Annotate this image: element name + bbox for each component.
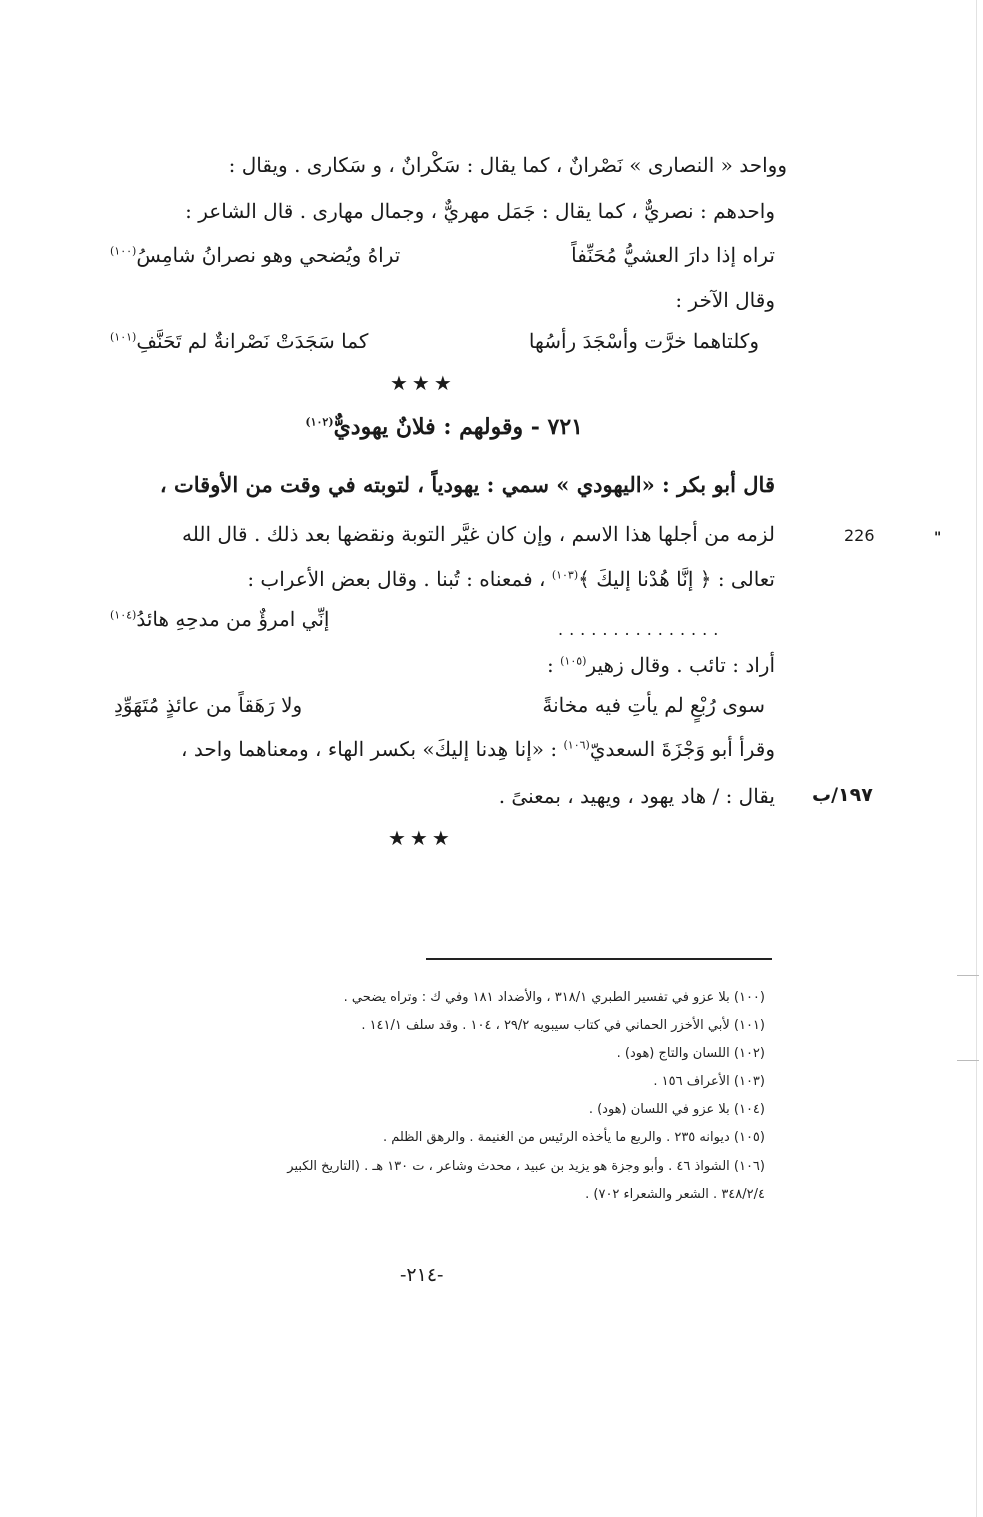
verse-text: إنِّي امرؤٌ من مدحِهِ هائدُ [136,607,330,631]
footnote: (١٠٥) ديوانه ٢٣٥ . والربع ما يأخذه الرئيس من الغنيمة . والرهق الظلم . [382,1130,765,1145]
body-line: وقال الآخر : [675,288,775,312]
footnote: (١٠١) لأبي الأخزر الحماني في كتاب سيبويه ٢٩/٢ ، ١٠٤ . وقد سلف ١٤١/١ . [361,1018,765,1033]
body-line: لزمه من أجلها هذا الاسم ، وإن كان غيَّر التوبة ونقضها بعد ذلك . قال الله [182,522,775,546]
text-fragment: : [547,653,561,677]
verse-second-half [110,328,368,354]
footnote-ref: (١٠٢) [305,415,334,429]
section-separator: ★★★ [390,371,456,395]
text-fragment: ، فمعناه : تُبنا . وقال بعض الأعراب : [247,567,552,591]
footnote-ref: (١٠٤) [110,608,137,622]
body-line: يقال : / هاد يهود ، ويهيد ، بمعنىً . [498,784,775,808]
footnote: (١٠٤) بلا عزو في اللسان (هود) . [588,1102,765,1117]
heading-text: ٧٢١ - وقولهم : فلانٌ يهوديٌّ [333,414,583,440]
body-line: واحدهم : نصريٌّ ، كما يقال : جَمَل مهريٌّ ، وجمال مهارى . قال الشاعر : [185,199,775,223]
edge-mark [957,1060,979,1061]
verse-text: تراهُ ويُضحي وهو نصرانُ شامِسُ [136,243,401,267]
footnote: (١٠٣) الأعراف ١٥٦ . [653,1074,765,1089]
margin-folio: ١٩٧/ب [812,784,873,806]
body-line [181,736,775,762]
footnote-ref: (١٠٣) [551,568,579,582]
verse-second-half [110,242,400,268]
verse-first-half: وكلتاهما خرَّت وأسْجَدَ رأسُها [528,329,759,353]
section-separator: ★★★ [388,826,454,850]
footnote-ref: (١٠٠) [110,244,137,258]
edge-mark [957,975,979,976]
page-number: -٢١٤- [400,1264,444,1286]
margin-page-ref: 226 [844,526,875,545]
text-fragment: أراد : تائب . وقال زهير [586,653,775,677]
verse-text: كما سَجَدَتْ نَصْرانةٌ لم تَحَنَّفِ [136,329,369,353]
text-fragment: وقرأ أبو وَجْزَةَ السعديّ [589,737,775,761]
footnote: (١٠٢) اللسان والتاج (هود) . [616,1046,765,1061]
footnote-divider [426,958,772,960]
body-line [547,652,775,678]
text-fragment: تعالى : ﴿ إنَّا هُدْنا إليكَ ﴾ [578,567,775,591]
footnote: (١٠٠) بلا عزو في تفسير الطبري ٣١٨/١ ، والأضداد ١٨١ وفي ك : وتراه يضحي . [343,990,765,1005]
footnote-ref: (١٠٦) [563,738,590,752]
verse-second-half [110,606,329,632]
verse-second-half: ولا رَهَقاً من عائذٍ مُتَهَوِّدِ [114,693,303,717]
footnote: ٣٤٨/٢/٤ . الشعر والشعراء ٧٠٢) . [585,1187,765,1202]
footnote: (١٠٦) الشواذ ٤٦ . وأبو وجزة هو يزيد بن عبيد ، محدث وشاعر ، ت ١٣٠ هـ . (التاريخ الكبير [287,1159,765,1174]
margin-mark: " [934,530,942,546]
ellipsis-placeholder: ............... [558,620,725,639]
footnote-ref: (١٠١) [110,330,137,344]
footnote-ref: (١٠٥) [560,654,587,668]
body-line: قال أبو بكر : «اليهودي » سمي : يهودياً ، لتوبته في وقت من الأوقات ، [159,472,775,497]
text-fragment: : «إنا هِدنا إليكَ» بكسر الهاء ، ومعناهما واحد ، [181,737,564,761]
entry-heading [305,414,583,440]
verse-first-half: تراه إذا دارَ العشيُّ مُحَنِّفاً [571,243,775,267]
verse-first-half: سوى رُبْعٍ لم يأتِ فيه مخانةً [542,693,765,717]
body-line: وواحد « النصارى » نَصْرانٌ ، كما يقال : سَكْرانٌ ، و سَكارى . ويقال : [228,153,787,177]
body-line [247,566,775,592]
page-edge [976,0,977,1517]
